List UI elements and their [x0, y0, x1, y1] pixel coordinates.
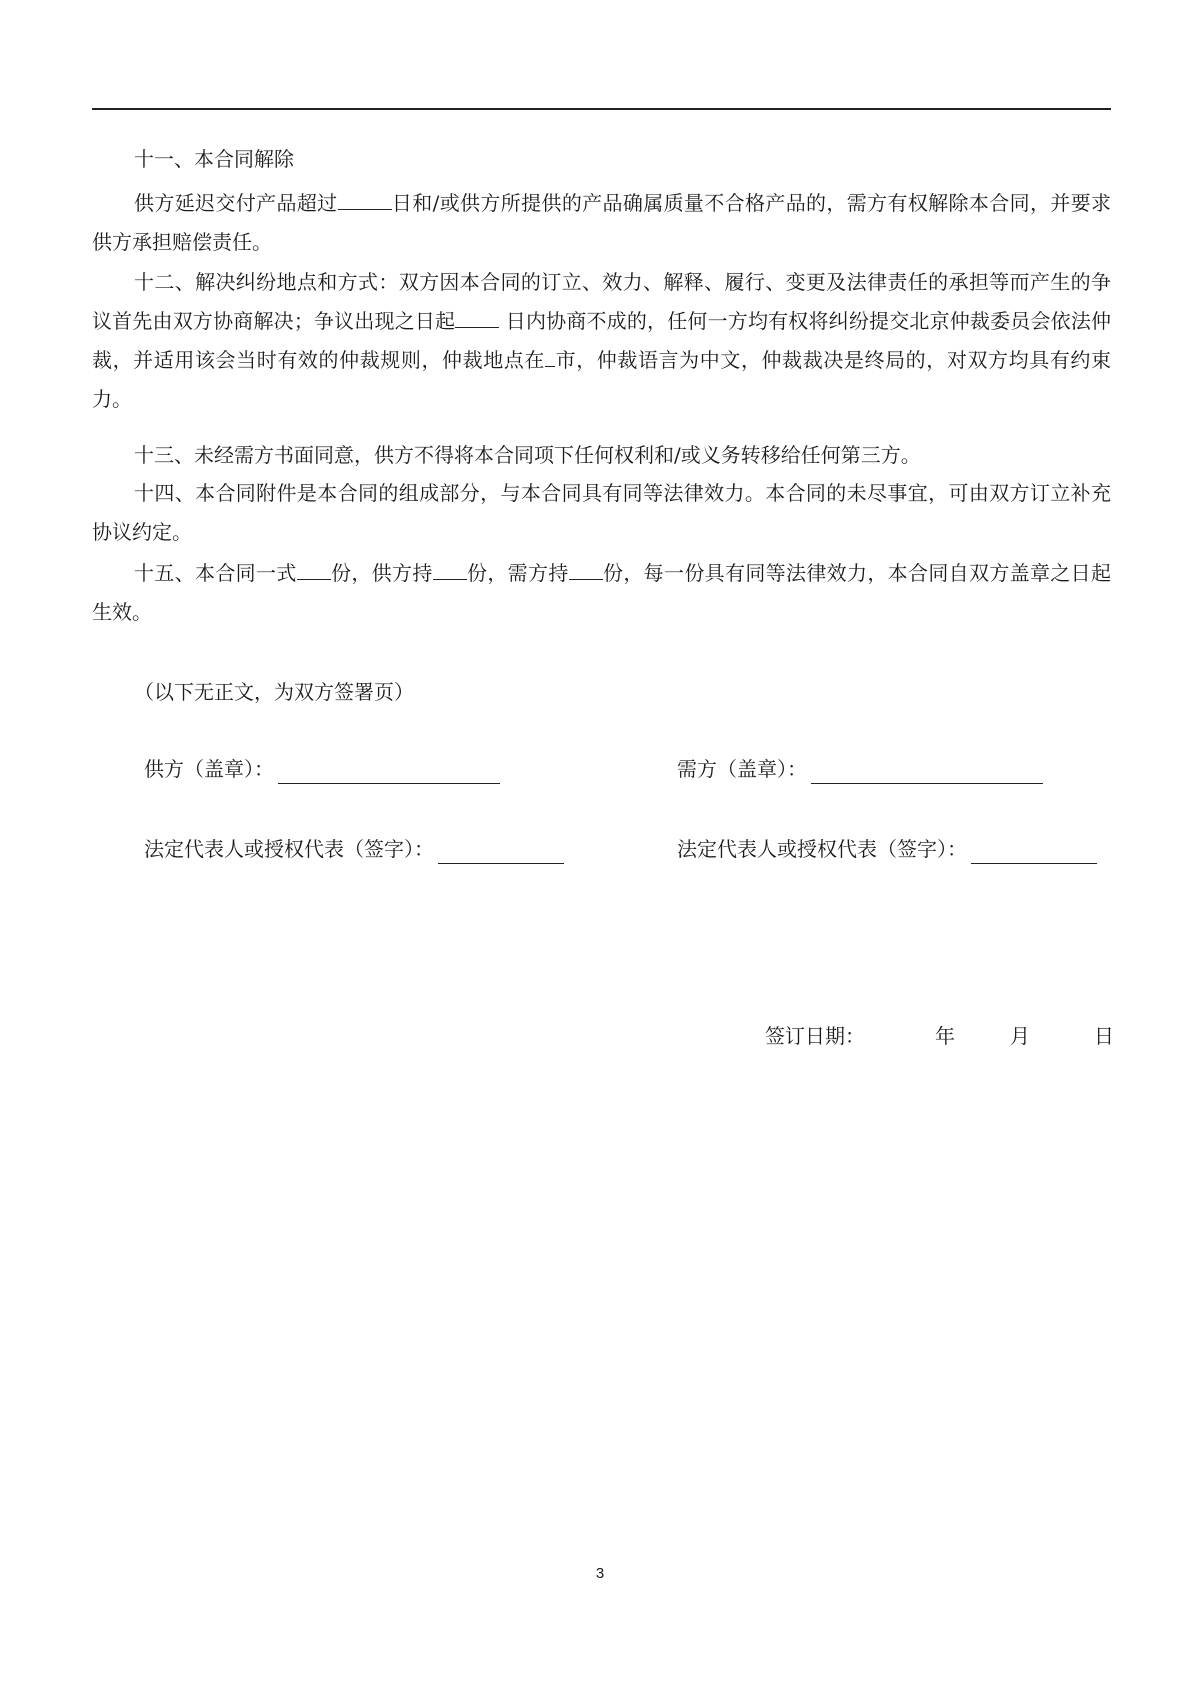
supplier-rep-field[interactable]	[438, 843, 564, 864]
arbitration-city-blank	[545, 344, 555, 367]
section-15	[92, 554, 1111, 632]
section-11-title-text: 十一、本合同解除	[134, 147, 294, 171]
section-11-body-text-b: 日和/或供方所提供的产品确属质量不合格产品的，需方有权解除本合同，并要求供方承担赔偿责任。	[92, 191, 1112, 254]
supplier-seal-label: 供方（盖章）：	[144, 757, 274, 781]
section-15-text-a: 十五、本合同一式	[134, 561, 297, 585]
page-number: 3	[595, 1565, 605, 1582]
supplier-rep-label: 法定代表人或授权代表（签字）：	[144, 837, 434, 861]
copies-total-blank	[297, 557, 331, 580]
header-rule	[92, 108, 1111, 110]
negotiation-days-blank	[455, 305, 499, 328]
supplier-seal-field[interactable]	[278, 763, 500, 784]
section-12-text-a: 十二、解决纠纷地点和方式：双方因本合同的订立、效力、解释、履行、变更及法律责任的承担等而产生的争议首先由双方协商解决；争议出现之日起	[92, 270, 1111, 333]
buyer-rep-field[interactable]	[971, 843, 1097, 864]
copies-buyer-blank	[569, 557, 603, 580]
signature-page-note: （以下无正文，为双方签署页）	[134, 680, 414, 704]
buyer-seal-row	[677, 754, 1043, 784]
section-14-text: 十四、本合同附件是本合同的组成部分，与本合同具有同等法律效力。本合同的未尽事宜，可由双方订立补充协议约定。	[92, 481, 1111, 544]
sign-date-month: 月	[1010, 1024, 1030, 1048]
supplier-seal-row	[144, 754, 500, 784]
days-blank	[338, 187, 392, 210]
sign-date-day: 日	[1094, 1024, 1114, 1048]
sign-date-label: 签订日期：	[765, 1024, 865, 1048]
section-15-text-d: 份，每一份具有同等法律效力，本合同自双方盖章之日起生效。	[92, 561, 1112, 624]
buyer-rep-row	[677, 834, 1097, 864]
section-12-text-b: 日内协商不成的，任何一方均有权将纠纷提交北京仲裁委员会依法仲裁，并适用该会当时有效的仲裁规则，仲裁地点在	[92, 309, 1112, 372]
section-15-text-b: 份，供方持	[330, 561, 433, 585]
section-15-text-c: 份，需方持	[466, 561, 569, 585]
section-13-text: 十三、未经需方书面同意，供方不得将本合同项下任何权利和/或义务转移给任何第三方。	[134, 443, 921, 467]
buyer-rep-label: 法定代表人或授权代表（签字）：	[677, 837, 967, 861]
copies-supplier-blank	[433, 557, 467, 580]
section-14	[92, 474, 1111, 552]
section-13	[92, 436, 1111, 475]
section-11-title	[92, 140, 1111, 179]
buyer-seal-field[interactable]	[811, 763, 1043, 784]
section-11-body-text-a: 供方延迟交付产品超过	[134, 191, 338, 215]
section-11-body	[92, 184, 1111, 262]
supplier-rep-row	[144, 834, 564, 864]
section-12-text-c: 市，仲裁语言为中文，仲裁裁决是终局的，对双方均具有约束力。	[92, 348, 1112, 411]
section-12	[92, 263, 1111, 419]
sign-date-year: 年	[935, 1024, 955, 1048]
buyer-seal-label: 需方（盖章）：	[677, 757, 807, 781]
